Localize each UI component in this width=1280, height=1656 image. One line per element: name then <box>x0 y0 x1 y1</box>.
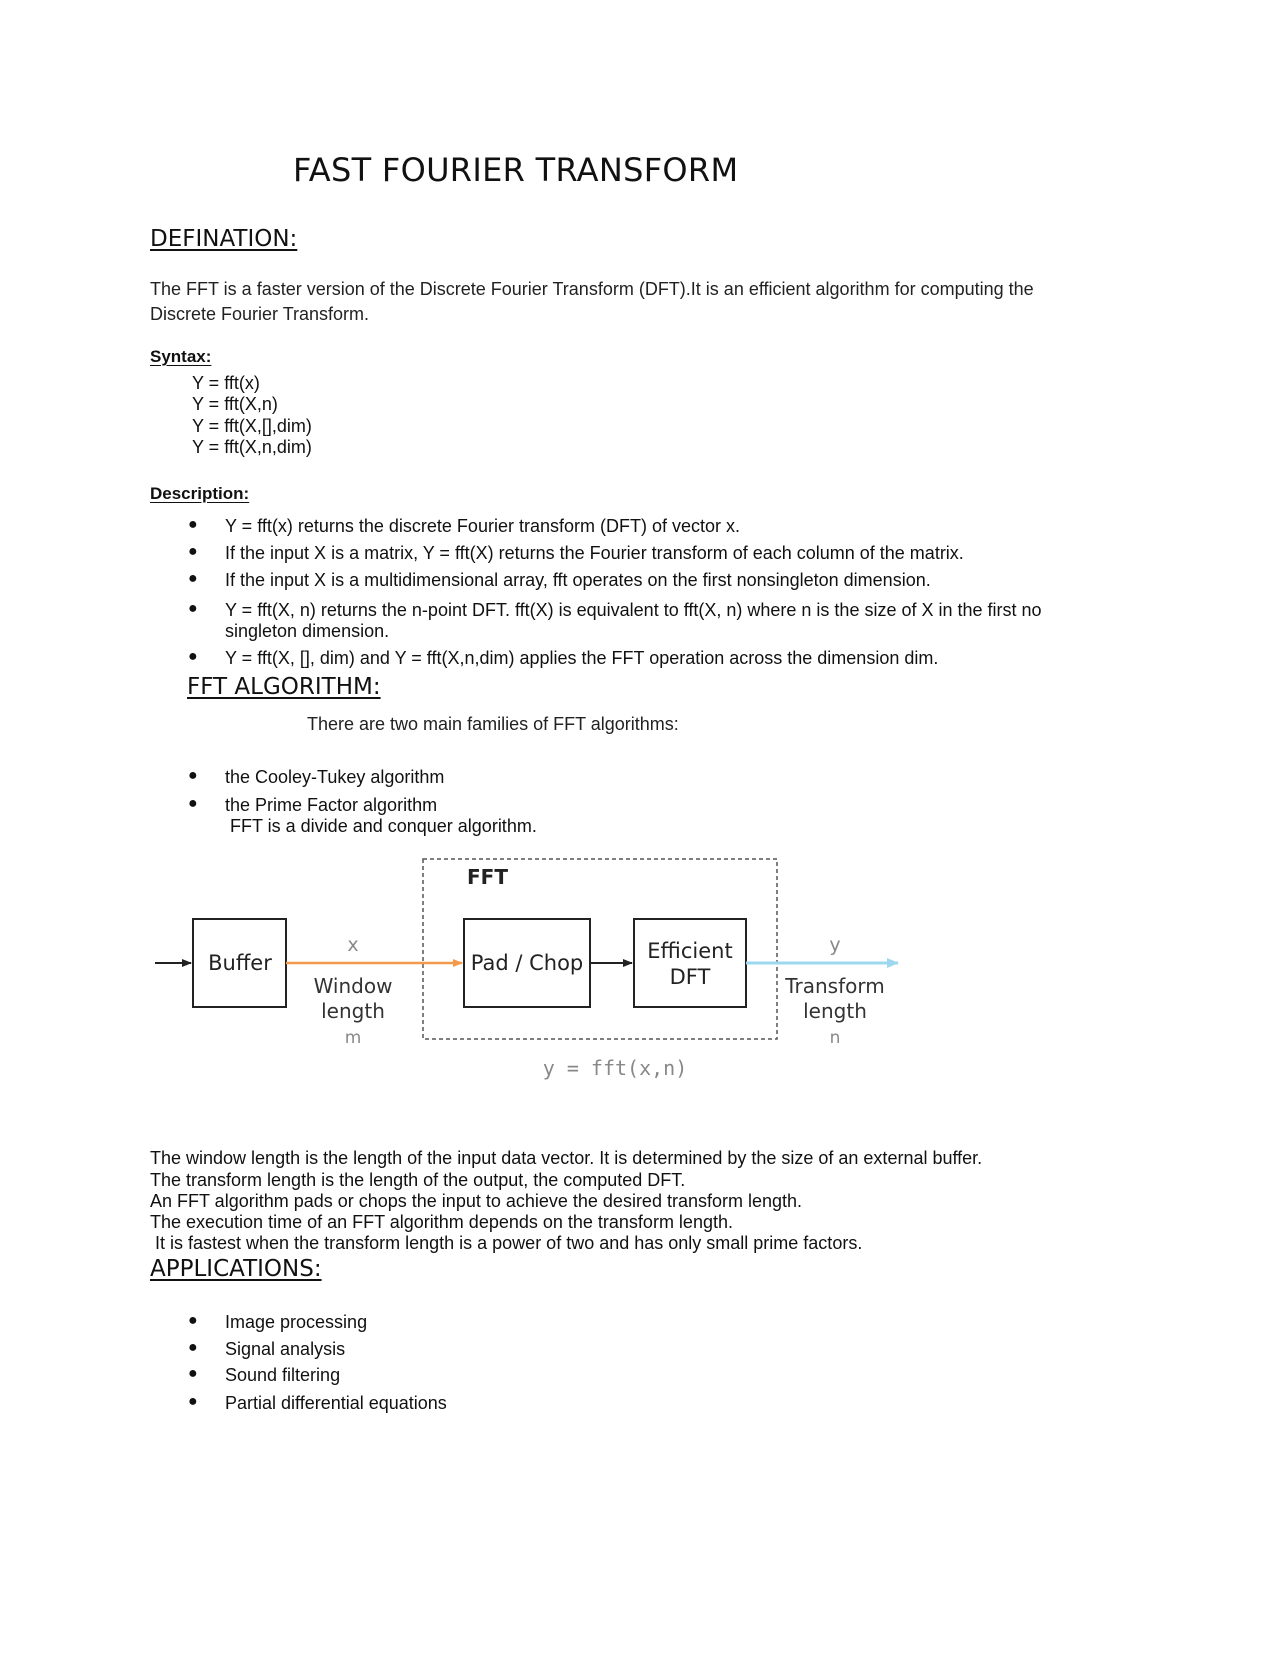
description-heading: Description: <box>150 484 250 503</box>
explanation-line: The window length is the length of the input data vector. It is determined by the size of an external buffer. <box>150 1148 983 1168</box>
bullet-icon: ● <box>188 543 198 560</box>
transform-var-label: n <box>829 1028 841 1048</box>
window-label: Window <box>313 974 393 998</box>
syntax-line: Y = fft(X,n) <box>192 394 278 414</box>
explanation-line: The execution time of an FFT algorithm depends on the transform length. <box>150 1212 733 1232</box>
bullet-icon: ● <box>188 1339 198 1356</box>
list-item: ● Signal analysis <box>188 1339 346 1359</box>
syntax-heading: Syntax: <box>150 347 212 366</box>
list-item-continuation: singleton dimension. <box>225 621 390 641</box>
list-item: ● Y = fft(X, n) returns the n-point DFT. fft(X) is equivalent to fft(X, n) where n is the size of X in the first no <box>188 600 1042 620</box>
bullet-icon: ● <box>188 795 198 812</box>
bullet-icon: ● <box>188 1312 198 1329</box>
window-var-label: m <box>344 1028 362 1048</box>
definition-line-2: Discrete Fourier Transform. <box>150 304 370 324</box>
algorithm-intro: There are two main families of FFT algorithms: <box>307 714 679 734</box>
definition-line-1: The FFT is a faster version of the Discrete Fourier Transform (DFT).It is an efficient algorithm for computing the <box>150 279 1034 299</box>
explanation-line: It is fastest when the transform length is a power of two and has only small prime factors. <box>150 1233 863 1253</box>
pad-chop-label: Pad / Chop <box>470 951 584 975</box>
algorithm-heading: FFT ALGORITHM: <box>187 674 381 700</box>
window-label: length <box>321 999 385 1023</box>
syntax-line: Y = fft(X,n,dim) <box>192 437 312 457</box>
fft-group-label: FFT <box>467 865 508 889</box>
bullet-icon: ● <box>188 1365 198 1382</box>
explanation-line: The transform length is the length of the output, the computed DFT. <box>150 1170 686 1190</box>
list-item: ● the Prime Factor algorithm <box>188 795 438 815</box>
bullet-icon: ● <box>188 570 198 587</box>
syntax-line: Y = fft(x) <box>192 373 260 393</box>
syntax-line: Y = fft(X,[],dim) <box>192 416 312 436</box>
list-item: ● Sound filtering <box>188 1365 341 1385</box>
bullet-icon: ● <box>188 767 198 784</box>
list-item: ● the Cooley-Tukey algorithm <box>188 767 445 787</box>
bullet-icon: ● <box>188 600 198 617</box>
efficient-dft-label: DFT <box>669 965 711 989</box>
efficient-dft-box <box>634 919 746 1007</box>
applications-heading: APPLICATIONS: <box>150 1256 322 1282</box>
bullet-icon: ● <box>188 648 198 665</box>
bullet-icon: ● <box>188 1393 198 1410</box>
x-label: x <box>347 934 359 956</box>
transform-label: Transform <box>785 974 885 998</box>
list-item: ● Y = fft(X, [], dim) and Y = fft(X,n,dim) applies the FFT operation across the dimension dim. <box>188 648 939 668</box>
buffer-label: Buffer <box>208 951 272 975</box>
list-item: ● If the input X is a matrix, Y = fft(X) returns the Fourier transform of each column of the matrix. <box>188 543 964 563</box>
explanation-line: An FFT algorithm pads or chops the input to achieve the desired transform length. <box>150 1191 803 1211</box>
efficient-dft-label: Efficient <box>647 939 733 963</box>
transform-label: length <box>803 999 867 1023</box>
list-item-continuation: FFT is a divide and conquer algorithm. <box>225 816 537 836</box>
page-title: FAST FOURIER TRANSFORM <box>293 151 739 189</box>
list-item: ● Partial differential equations <box>188 1393 447 1413</box>
definition-heading: DEFINATION: <box>150 226 298 252</box>
list-item: ● Image processing <box>188 1312 368 1332</box>
bullet-icon: ● <box>188 516 198 533</box>
list-item: ● Y = fft(x) returns the discrete Fourier transform (DFT) of vector x. <box>188 516 740 536</box>
y-label: y <box>829 934 841 956</box>
list-item: ● If the input X is a multidimensional array, fft operates on the first nonsingleton dimension. <box>188 570 931 590</box>
formula-caption: y = fft(x,n) <box>542 1056 688 1080</box>
